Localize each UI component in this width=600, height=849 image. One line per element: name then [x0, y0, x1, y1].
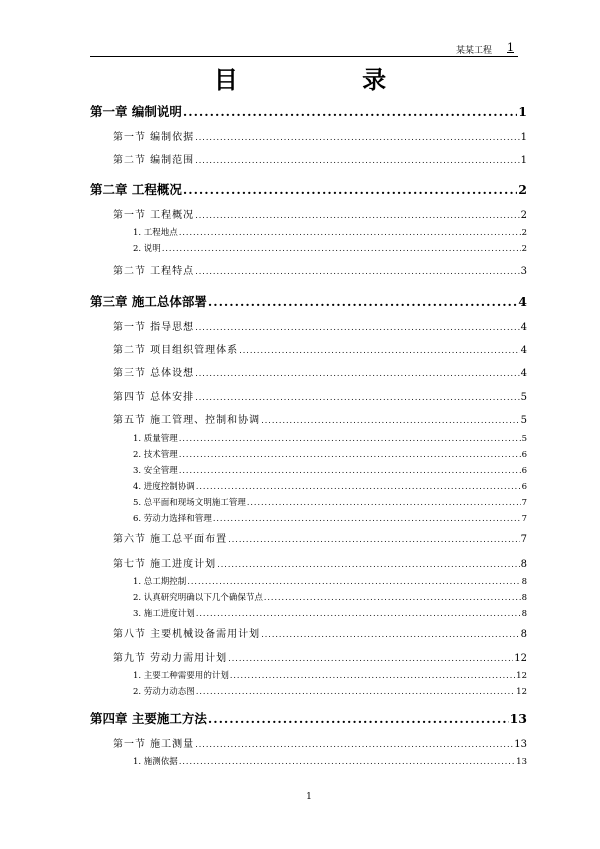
- toc-leader-dots: [261, 416, 519, 425]
- toc-leader-dots: [183, 182, 517, 197]
- toc-entry-label: 第一节 工程概况: [113, 210, 195, 221]
- toc-leader-dots: [213, 514, 521, 523]
- toc-leader-dots: [162, 244, 521, 253]
- toc-leader-dots: [195, 156, 519, 165]
- toc-entry-page: 4: [520, 368, 527, 379]
- toc-entry-page: 2: [518, 182, 527, 197]
- toc-entry-section[interactable]: [113, 341, 527, 356]
- toc-leader-dots: [230, 671, 515, 680]
- toc-entry-item[interactable]: [133, 685, 527, 697]
- toc-entry-label: 第八节 主要机械设备需用计划: [113, 629, 261, 640]
- toc-entry-page: 8: [521, 609, 527, 619]
- toc-entry-page: 2: [521, 244, 527, 254]
- toc-entry-chapter[interactable]: [90, 292, 527, 310]
- toc-entry-label: 1. 主要工种需要用的计划: [133, 671, 229, 681]
- page-header: [90, 42, 518, 57]
- toc-entry-label: 3. 安全管理: [133, 466, 178, 476]
- toc-entry-page: 2: [521, 228, 527, 238]
- toc-entry-page: 1: [518, 104, 527, 119]
- toc-entry-label: 第二章 工程概况: [90, 182, 182, 197]
- toc-leader-dots: [196, 687, 515, 696]
- toc-entry-section[interactable]: [113, 318, 527, 333]
- toc-entry-label: 6. 劳动力选择和管理: [133, 514, 212, 524]
- toc-leader-dots: [228, 654, 513, 663]
- toc-entry-item[interactable]: [133, 464, 527, 476]
- toc-entry-item[interactable]: [133, 755, 527, 767]
- toc-entry-item[interactable]: [133, 226, 527, 238]
- toc-entry-label: 第二节 项目组织管理体系: [113, 345, 239, 356]
- toc-leader-dots: [239, 346, 519, 355]
- toc-entry-section[interactable]: [113, 735, 527, 750]
- toc-entry-item[interactable]: [133, 607, 527, 619]
- toc-entry-label: 第三节 总体设想: [113, 368, 195, 379]
- toc-entry-section[interactable]: [113, 388, 527, 403]
- toc-entry-chapter[interactable]: [90, 180, 527, 198]
- toc-entry-label: 1. 总工期控制: [133, 577, 187, 587]
- toc-entry-label: 4. 进度控制协调: [133, 482, 195, 492]
- toc-entry-section[interactable]: [113, 625, 527, 640]
- toc-entry-label: 第二节 工程特点: [113, 266, 195, 277]
- toc-entry-page: 13: [514, 739, 527, 750]
- toc-entry-label: 第五节 施工管理、控制和协调: [113, 415, 261, 426]
- toc-entry-page: 2: [520, 210, 527, 221]
- toc-entry-label: 第一节 指导思想: [113, 322, 195, 333]
- toc-entry-page: 7: [520, 534, 527, 545]
- toc-entry-label: 2. 认真研究明确以下几个确保节点: [133, 593, 263, 603]
- toc-entry-page: 4: [520, 322, 527, 333]
- toc-entry-label: 第六节 施工总平面布置: [113, 534, 228, 545]
- toc-entry-label: 1. 施测依据: [133, 757, 178, 767]
- toc-entry-section[interactable]: [113, 262, 527, 277]
- toc-entry-page: 5: [520, 392, 527, 403]
- toc-entry-label: 第九节 劳动力需用计划: [113, 653, 228, 664]
- toc-leader-dots: [187, 577, 520, 586]
- toc-entry-item[interactable]: [133, 448, 527, 460]
- toc-entry-section[interactable]: [113, 206, 527, 221]
- toc-leader-dots: [195, 211, 519, 220]
- toc-entry-page: 7: [521, 514, 527, 524]
- toc-entry-page: 12: [516, 687, 527, 697]
- toc-leader-dots: [247, 498, 521, 507]
- toc-entry-page: 1: [520, 155, 527, 166]
- toc-leader-dots: [228, 535, 519, 544]
- toc-entry-page: 1: [520, 132, 527, 143]
- toc-entry-section[interactable]: [113, 128, 527, 143]
- toc-entry-item[interactable]: [133, 496, 527, 508]
- header-page-number: 1: [507, 41, 514, 54]
- footer-page-number: 1: [306, 792, 312, 802]
- toc-entry-page: 13: [509, 711, 527, 726]
- toc-entry-label: 第二节 编制范围: [113, 155, 195, 166]
- toc-entry-page: 7: [521, 498, 527, 508]
- toc-entry-section[interactable]: [113, 530, 527, 545]
- toc-entry-label: 第四章 主要施工方法: [90, 711, 207, 726]
- page-title: 目 录: [213, 65, 445, 94]
- toc-entry-item[interactable]: [133, 512, 527, 524]
- toc-entry-item[interactable]: [133, 575, 527, 587]
- toc-leader-dots: [179, 757, 515, 766]
- toc-leader-dots: [179, 450, 521, 459]
- toc-entry-chapter[interactable]: [90, 709, 527, 727]
- toc-leader-dots: [179, 466, 521, 475]
- toc-entry-label: 5. 总平面和现场文明施工管理: [133, 498, 246, 508]
- toc-entry-section[interactable]: [113, 555, 527, 570]
- toc-leader-dots: [195, 323, 519, 332]
- toc-entry-page: 5: [521, 434, 527, 444]
- toc-leader-dots: [261, 630, 519, 639]
- toc-entry-page: 8: [520, 629, 527, 640]
- toc-entry-item[interactable]: [133, 480, 527, 492]
- toc-entry-label: 2. 技术管理: [133, 450, 178, 460]
- toc-entry-label: 1. 质量管理: [133, 434, 178, 444]
- toc-entry-item[interactable]: [133, 669, 527, 681]
- toc-entry-section[interactable]: [113, 364, 527, 379]
- toc-entry-page: 12: [516, 671, 527, 681]
- toc-entry-item[interactable]: [133, 242, 527, 254]
- toc-leader-dots: [195, 267, 519, 276]
- toc-entry-item[interactable]: [133, 432, 527, 444]
- toc-entry-page: 8: [521, 593, 527, 603]
- toc-entry-section[interactable]: [113, 649, 527, 664]
- toc-entry-label: 第三章 施工总体部署: [90, 294, 207, 309]
- toc-leader-dots: [195, 740, 513, 749]
- toc-entry-item[interactable]: [133, 591, 527, 603]
- toc-leader-dots: [196, 482, 521, 491]
- toc-entry-page: 6: [521, 466, 527, 476]
- toc-entry-label: 第一章 编制说明: [90, 104, 182, 119]
- toc-entry-section[interactable]: [113, 411, 527, 426]
- toc-entry-page: 4: [520, 345, 527, 356]
- toc-entry-page: 5: [520, 415, 527, 426]
- toc-leader-dots: [183, 104, 517, 119]
- toc-entry-section[interactable]: [113, 151, 527, 166]
- toc-leader-dots: [179, 434, 521, 443]
- toc-entry-chapter[interactable]: [90, 102, 527, 120]
- toc-entry-page: 8: [520, 559, 527, 570]
- toc-entry-page: 8: [521, 577, 527, 587]
- toc-entry-label: 第七节 施工进度计划: [113, 559, 217, 570]
- header-project-name: 某某工程: [455, 46, 492, 56]
- toc-entry-label: 2. 劳动力动态图: [133, 687, 195, 697]
- toc-leader-dots: [196, 609, 521, 618]
- toc-leader-dots: [208, 711, 509, 726]
- toc-leader-dots: [208, 294, 517, 309]
- toc-entry-label: 3. 施工进度计划: [133, 609, 195, 619]
- toc-entry-label: 第一节 施工测量: [113, 739, 195, 750]
- toc-entry-label: 2. 说明: [133, 244, 161, 254]
- toc-entry-page: 3: [520, 266, 527, 277]
- toc-entry-page: 4: [518, 294, 527, 309]
- toc-entry-page: 6: [521, 450, 527, 460]
- toc-leader-dots: [179, 228, 521, 237]
- toc-entry-label: 1. 工程地点: [133, 228, 178, 238]
- toc-entry-page: 6: [521, 482, 527, 492]
- toc-leader-dots: [195, 133, 519, 142]
- toc-entry-label: 第一节 编制依据: [113, 132, 195, 143]
- toc-leader-dots: [264, 593, 521, 602]
- toc-entry-page: 12: [514, 653, 527, 664]
- toc-leader-dots: [195, 393, 519, 402]
- toc-entry-label: 第四节 总体安排: [113, 392, 195, 403]
- toc-entry-page: 13: [516, 757, 527, 767]
- toc-leader-dots: [217, 560, 519, 569]
- toc-leader-dots: [195, 369, 519, 378]
